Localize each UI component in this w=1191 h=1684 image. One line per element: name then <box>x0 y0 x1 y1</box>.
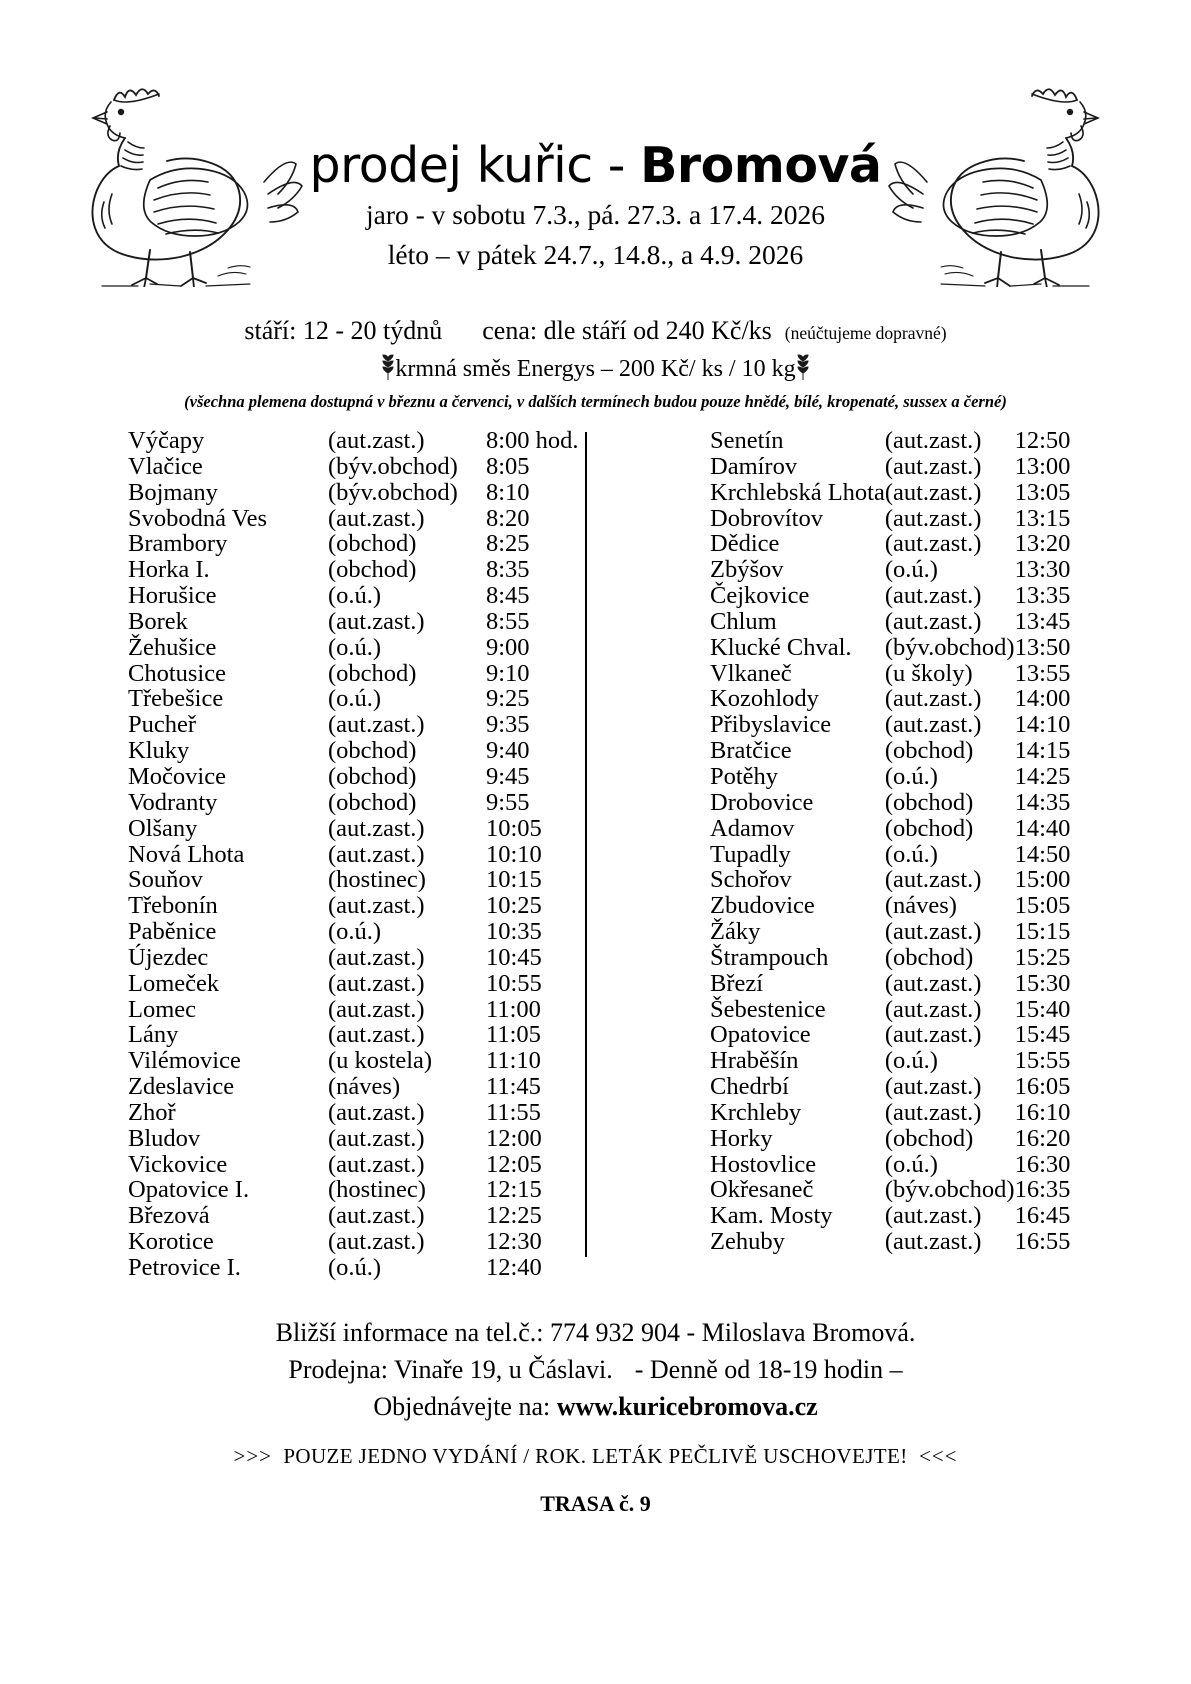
stop-place: (aut.zast.) <box>328 1228 425 1256</box>
stop-place: (obchod) <box>328 659 417 687</box>
table-row <box>128 1152 588 1178</box>
table-row <box>128 454 588 480</box>
stop-time: 15:40 <box>1014 995 1071 1023</box>
footer <box>0 1315 1191 1517</box>
stop-place: (aut.zast.) <box>328 607 425 635</box>
stop-name: Zhoř <box>128 1098 176 1126</box>
stop-time: 12:50 <box>1014 427 1071 454</box>
stop-name: Kozohlody <box>710 685 819 713</box>
stops-table-right <box>710 428 1070 1255</box>
stop-time: 10:45 <box>486 943 542 971</box>
stop-time: 10:35 <box>486 918 542 946</box>
stop-place: (býv.obchod) <box>328 452 458 480</box>
stop-place: (aut.zast.) <box>328 1124 425 1152</box>
table-row <box>128 480 588 506</box>
stop-time: 13:35 <box>1014 582 1071 610</box>
stop-name: Vilémovice <box>128 1047 241 1075</box>
table-row <box>710 454 1070 480</box>
stop-time: 10:55 <box>486 969 542 997</box>
table-row <box>128 1100 588 1126</box>
feed-text: krmná směs Energys – 200 Kč/ ks / 10 kg <box>395 356 796 382</box>
stop-place: (o.ú.) <box>328 1254 382 1281</box>
stop-time: 12:00 <box>486 1124 542 1152</box>
stop-name: Horka I. <box>128 556 210 584</box>
stop-name: Chlum <box>710 607 777 635</box>
stop-name: Tupadly <box>710 840 791 868</box>
stop-time: 13:50 <box>1014 633 1071 661</box>
stop-name: Bludov <box>128 1124 201 1152</box>
stop-name: Horušice <box>128 582 217 610</box>
table-row <box>710 1100 1070 1126</box>
stop-place: (aut.zast.) <box>884 866 982 894</box>
stop-name: Petrovice I. <box>128 1254 241 1281</box>
table-row <box>128 531 588 557</box>
stop-name: Horky <box>710 1124 773 1152</box>
table-row <box>128 764 588 790</box>
stop-place: (aut.zast.) <box>328 969 425 997</box>
table-row <box>710 557 1070 583</box>
stop-time: 13:15 <box>1014 504 1071 532</box>
stop-name: Žáky <box>710 918 761 946</box>
stop-time: 14:25 <box>1014 762 1071 790</box>
stop-name: Vlačice <box>128 452 203 480</box>
table-row <box>128 583 588 609</box>
stop-name: Šebestenice <box>710 995 826 1023</box>
stop-time: 15:05 <box>1014 892 1071 920</box>
stop-place: (obchod) <box>884 943 974 971</box>
wheat-icon-left <box>381 354 395 380</box>
table-row <box>128 506 588 532</box>
stop-time: 14:10 <box>1014 711 1071 739</box>
stop-time: 9:55 <box>486 788 530 816</box>
stop-name: Zdeslavice <box>128 1073 235 1101</box>
shop-line <box>0 1352 1191 1389</box>
table-row <box>710 428 1070 454</box>
single-edition-notice <box>0 1444 1191 1469</box>
table-row <box>128 686 588 712</box>
table-row <box>128 790 588 816</box>
stop-name: Krchlebská Lhota <box>710 478 885 506</box>
stop-place: (býv.obchod) <box>328 478 458 506</box>
stop-name: Lomeček <box>128 969 220 997</box>
wheat-icon-right <box>796 354 810 380</box>
stop-time: 16:05 <box>1014 1073 1071 1101</box>
info-block <box>0 316 1191 412</box>
table-row <box>710 1022 1070 1048</box>
stop-time: 8:35 <box>486 556 530 584</box>
page-title <box>250 137 941 194</box>
stop-time: 12:30 <box>486 1228 542 1256</box>
table-row <box>710 997 1070 1023</box>
stop-place: (aut.zast.) <box>328 1202 425 1230</box>
stop-time: 16:20 <box>1014 1124 1071 1152</box>
stop-name: Vickovice <box>128 1150 228 1178</box>
stop-time: 16:30 <box>1014 1150 1071 1178</box>
stop-place: (aut.zast.) <box>884 1098 982 1126</box>
stop-name: Olšany <box>128 814 198 842</box>
table-row <box>710 506 1070 532</box>
stop-place: (u školy) <box>884 659 973 687</box>
table-row <box>128 842 588 868</box>
stop-place: (aut.zast.) <box>328 840 425 868</box>
stop-place: (aut.zast.) <box>884 685 982 713</box>
order-line <box>0 1389 1191 1426</box>
stop-name: Lomec <box>128 995 197 1023</box>
table-row <box>128 1177 588 1203</box>
age-price-line <box>0 316 1191 346</box>
stop-time: 11:55 <box>486 1098 541 1126</box>
stop-place: (obchod) <box>328 530 417 558</box>
stop-place: (u kostela) <box>328 1047 433 1075</box>
stop-place: (býv.obchod) <box>884 1176 1015 1204</box>
stop-time: 9:10 <box>486 659 530 687</box>
stop-place: (obchod) <box>884 814 974 842</box>
stop-place: (aut.zast.) <box>884 918 982 946</box>
stop-name: Újezdec <box>128 943 209 971</box>
stop-time: 12:25 <box>486 1202 542 1230</box>
stop-time: 14:15 <box>1014 737 1071 765</box>
table-row <box>710 945 1070 971</box>
stop-name: Močovice <box>128 762 226 790</box>
table-row <box>710 738 1070 764</box>
stop-name: Klucké Chval. <box>710 633 852 661</box>
table-row <box>710 790 1070 816</box>
stop-name: Okřesaneč <box>710 1176 814 1204</box>
subtitle-spring-dates: jaro - v sobotu 7.3., pá. 27.3. a 17.4. 2026 <box>365 198 826 230</box>
stop-name: Opatovice <box>710 1021 811 1049</box>
stop-time: 10:15 <box>486 866 542 894</box>
header <box>0 0 1191 300</box>
title-bold-part: Bromová <box>640 137 882 194</box>
stop-name: Žehušice <box>128 633 217 661</box>
stop-name: Senetín <box>710 427 784 454</box>
stop-time: 11:00 <box>486 995 541 1023</box>
stop-place: (aut.zast.) <box>884 607 982 635</box>
stop-time: 9:25 <box>486 685 530 713</box>
stop-name: Bratčice <box>710 737 792 765</box>
table-row <box>128 867 588 893</box>
stop-name: Potěhy <box>710 762 779 790</box>
stop-name: Paběnice <box>128 918 217 946</box>
table-row <box>710 1048 1070 1074</box>
stop-name: Zbudovice <box>710 892 815 920</box>
stop-time: 13:55 <box>1014 659 1071 687</box>
stop-place: (o.ú.) <box>884 1150 938 1178</box>
table-row <box>128 1229 588 1255</box>
stop-time: 8:55 <box>486 607 530 635</box>
stop-name: Třebonín <box>128 892 218 920</box>
table-row <box>710 764 1070 790</box>
subtitle-summer-dates: léto – v pátek 24.7., 14.8., a 4.9. 2026 <box>387 239 804 271</box>
age-label: stáří: 12 - 20 týdnů <box>244 316 443 345</box>
stop-time: 11:05 <box>486 1021 541 1049</box>
table-row <box>128 971 588 997</box>
table-row <box>128 635 588 661</box>
stop-place: (o.ú.) <box>328 633 382 661</box>
arrows-left: >>> <box>233 1443 273 1468</box>
stop-name: Korotice <box>128 1228 214 1256</box>
table-row <box>128 997 588 1023</box>
price-label: cena: dle stáří od 240 Kč/ks <box>482 316 772 345</box>
stop-place: (aut.zast.) <box>328 892 425 920</box>
table-row <box>128 1048 588 1074</box>
stop-time: 12:40 <box>486 1254 542 1281</box>
stop-place: (o.ú.) <box>328 685 382 713</box>
stop-name: Lány <box>128 1021 179 1049</box>
table-row <box>710 686 1070 712</box>
stop-place: (aut.zast.) <box>884 969 982 997</box>
stop-place: (býv.obchod) <box>884 633 1015 661</box>
stop-name: Vlkaneč <box>710 659 792 687</box>
table-row <box>710 1177 1070 1203</box>
table-row <box>710 531 1070 557</box>
stop-name: Schořov <box>710 866 792 894</box>
stop-time: 13:05 <box>1014 478 1071 506</box>
stop-name: Třebešice <box>128 685 224 713</box>
stop-time: 10:25 <box>486 892 542 920</box>
website-link[interactable]: www.kuricebromova.cz <box>556 1391 818 1421</box>
stop-name: Nová Lhota <box>128 840 245 868</box>
stop-name: Chotusice <box>128 659 226 687</box>
column-divider <box>585 432 587 1257</box>
stop-name: Chedrbí <box>710 1073 789 1101</box>
table-row <box>710 712 1070 738</box>
table-row <box>710 1203 1070 1229</box>
stop-place: (aut.zast.) <box>884 530 982 558</box>
stop-time: 15:15 <box>1014 918 1071 946</box>
stop-time: 15:45 <box>1014 1021 1071 1049</box>
stop-time: 16:10 <box>1014 1098 1071 1126</box>
stop-time: 8:05 <box>486 452 530 480</box>
stop-time: 14:40 <box>1014 814 1071 842</box>
stop-place: (aut.zast.) <box>884 1073 982 1101</box>
stop-place: (aut.zast.) <box>328 427 425 454</box>
stop-place: (aut.zast.) <box>328 711 425 739</box>
contact-line: Bližší informace na tel.č.: 774 932 904 - Miloslava Bromová. <box>275 1317 916 1347</box>
stop-place: (aut.zast.) <box>328 995 425 1023</box>
stop-place: (náves) <box>328 1073 401 1101</box>
stop-place: (hostinec) <box>328 866 426 894</box>
stop-time: 14:35 <box>1014 788 1071 816</box>
stop-time: 9:35 <box>486 711 530 739</box>
stop-place: (aut.zast.) <box>884 1202 982 1230</box>
stop-name: Kluky <box>128 737 190 765</box>
stop-name: Kam. Mosty <box>710 1202 833 1230</box>
stop-name: Čejkovice <box>710 582 810 610</box>
table-row <box>128 816 588 842</box>
timetable <box>0 428 1191 1281</box>
table-row <box>710 583 1070 609</box>
stop-time: 12:15 <box>486 1176 542 1204</box>
stop-name: Brambory <box>128 530 228 558</box>
stop-time: 9:45 <box>486 762 530 790</box>
stop-name: Březí <box>710 969 764 997</box>
stop-place: (aut.zast.) <box>328 943 425 971</box>
stop-place: (aut.zast.) <box>328 1098 425 1126</box>
stop-place: (obchod) <box>884 737 974 765</box>
stop-name: Hostovlice <box>710 1150 817 1178</box>
stop-name: Vodranty <box>128 788 218 816</box>
stop-place: (aut.zast.) <box>884 504 982 532</box>
table-row <box>128 428 588 454</box>
stop-time: 8:00 hod. <box>486 427 579 454</box>
table-row <box>710 609 1070 635</box>
stop-place: (o.ú.) <box>884 556 938 584</box>
stop-name: Souňov <box>128 866 203 894</box>
route-number: TRASA č. 9 <box>540 1490 651 1516</box>
stop-name: Výčapy <box>128 427 205 454</box>
stop-time: 13:00 <box>1014 452 1071 480</box>
stop-place: (aut.zast.) <box>884 427 982 454</box>
stop-time: 13:30 <box>1014 556 1071 584</box>
stop-place: (aut.zast.) <box>328 814 425 842</box>
timetable-column-left <box>128 428 588 1281</box>
stop-place: (obchod) <box>328 556 417 584</box>
stop-time: 9:00 <box>486 633 530 661</box>
stop-place: (o.ú.) <box>328 582 382 610</box>
shop-address: Prodejna: Vinaře 19, u Čáslavi. <box>288 1354 613 1384</box>
table-row <box>128 712 588 738</box>
table-row <box>710 661 1070 687</box>
stop-time: 11:10 <box>486 1047 541 1075</box>
table-row <box>710 635 1070 661</box>
table-row <box>128 1255 588 1281</box>
stop-time: 16:35 <box>1014 1176 1071 1204</box>
stop-name: Drobovice <box>710 788 814 816</box>
table-row <box>710 893 1070 919</box>
stop-time: 15:55 <box>1014 1047 1071 1075</box>
header-text-block <box>250 137 941 274</box>
stop-time: 13:20 <box>1014 530 1071 558</box>
table-row <box>710 971 1070 997</box>
stop-place: (obchod) <box>328 788 417 816</box>
table-row <box>710 816 1070 842</box>
stop-time: 12:05 <box>486 1150 542 1178</box>
title-light-part: prodej kuřic - <box>309 137 641 194</box>
table-row <box>710 919 1070 945</box>
stop-time: 11:45 <box>486 1073 541 1101</box>
table-row <box>128 1126 588 1152</box>
stop-place: (obchod) <box>328 762 417 790</box>
stop-name: Březová <box>128 1202 210 1230</box>
stop-time: 10:05 <box>486 814 542 842</box>
table-row <box>710 1126 1070 1152</box>
stop-name: Borek <box>128 607 188 635</box>
stop-place: (o.ú.) <box>884 1047 938 1075</box>
arrows-right: <<< <box>918 1443 958 1468</box>
stop-place: (aut.zast.) <box>328 1150 425 1178</box>
table-row <box>128 1022 588 1048</box>
table-row <box>128 738 588 764</box>
stop-place: (aut.zast.) <box>884 1228 982 1256</box>
stop-place: (aut.zast.) <box>328 504 425 532</box>
table-row <box>128 609 588 635</box>
stop-name: Opatovice I. <box>128 1176 250 1204</box>
stop-name: Damírov <box>710 452 798 480</box>
stop-time: 13:45 <box>1014 607 1071 635</box>
table-row <box>128 919 588 945</box>
stop-time: 9:40 <box>486 737 530 765</box>
table-row <box>710 1074 1070 1100</box>
stop-place: (náves) <box>884 892 957 920</box>
stop-name: Zbýšov <box>710 556 784 584</box>
stop-name: Dědice <box>710 530 780 558</box>
table-row <box>710 480 1070 506</box>
stop-time: 15:00 <box>1014 866 1071 894</box>
stop-place: (hostinec) <box>328 1176 426 1204</box>
stop-name: Adamov <box>710 814 795 842</box>
stop-name: Pucheř <box>128 711 197 739</box>
stop-place: (obchod) <box>328 737 417 765</box>
stop-name: Bojmany <box>128 478 218 506</box>
feed-line <box>0 354 1191 383</box>
table-row <box>128 893 588 919</box>
table-row <box>710 842 1070 868</box>
breeds-note: (všechna plemena dostupná v březnu a červenci, v dalších termínech budou pouze hnědé, bílé, kropenaté, sussex a černé) <box>184 392 1007 411</box>
stop-name: Krchleby <box>710 1098 802 1126</box>
shop-hours: - Denně od 18-19 hodin – <box>634 1354 903 1384</box>
stop-place: (aut.zast.) <box>884 995 982 1023</box>
stop-name: Svobodná Ves <box>128 504 268 532</box>
stop-name: Štrampouch <box>710 943 829 971</box>
stop-place: (aut.zast.) <box>884 1021 982 1049</box>
table-row <box>128 1074 588 1100</box>
table-row <box>128 945 588 971</box>
timetable-column-right <box>710 428 1070 1255</box>
stop-name: Přibyslavice <box>710 711 832 739</box>
stop-place: (o.ú.) <box>884 840 938 868</box>
stop-name: Dobrovítov <box>710 504 823 532</box>
stop-time: 15:25 <box>1014 943 1071 971</box>
table-row <box>710 1229 1070 1255</box>
table-row <box>710 1152 1070 1178</box>
table-row <box>128 557 588 583</box>
stop-name: Zehuby <box>710 1228 785 1256</box>
stop-place: (aut.zast.) <box>884 582 982 610</box>
stop-place: (obchod) <box>884 788 974 816</box>
order-label: Objednávejte na: <box>373 1391 551 1421</box>
table-row <box>710 867 1070 893</box>
stop-time: 16:45 <box>1014 1202 1071 1230</box>
stop-time: 14:50 <box>1014 840 1071 868</box>
stops-table-left <box>128 428 588 1281</box>
stop-time: 8:20 <box>486 504 530 532</box>
stop-time: 10:10 <box>486 840 542 868</box>
stop-time: 8:25 <box>486 530 530 558</box>
stop-time: 8:10 <box>486 478 530 506</box>
stop-place: (aut.zast.) <box>884 711 982 739</box>
stop-place: (aut.zast.) <box>328 1021 425 1049</box>
stop-place: (aut.zast.) <box>884 452 982 480</box>
stop-time: 15:30 <box>1014 969 1071 997</box>
price-note: (neúčtujeme dopravné) <box>784 323 947 343</box>
stop-time: 14:00 <box>1014 685 1071 713</box>
stop-place: (o.ú.) <box>328 918 382 946</box>
stop-place: (o.ú.) <box>884 762 938 790</box>
stop-name: Hraběšín <box>710 1047 799 1075</box>
stop-time: 16:55 <box>1014 1228 1071 1256</box>
stop-place: (obchod) <box>884 1124 974 1152</box>
table-row <box>128 661 588 687</box>
table-row <box>128 1203 588 1229</box>
stop-place: (aut.zast.) <box>884 478 982 506</box>
stop-time: 8:45 <box>486 582 530 610</box>
notice-text: POUZE JEDNO VYDÁNÍ / ROK. LETÁK PEČLIVĚ USCHOVEJTE! <box>283 1443 908 1468</box>
